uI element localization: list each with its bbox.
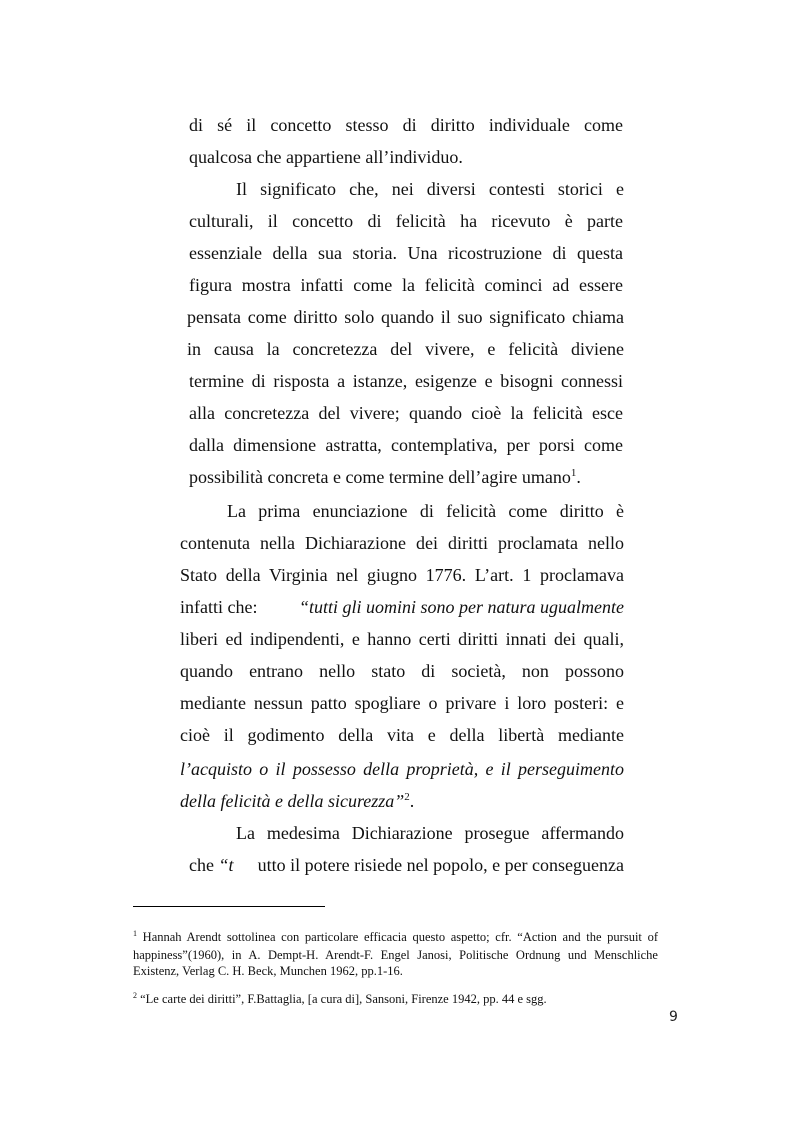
body-line: liberi ed indipendenti, e hanno certi diritti innati dei quali, (180, 629, 624, 649)
footnote-1: $^1$ Hannah Arendt sottolinea con particolare efficacia questo aspetto; cfr. “Action and the pursuit of happiness”(1960), in A. Dempt-H. Arendt-F. Engel Janosi, Politische Ordnung und Menschliche Existenz, Verlag C. H. Beck, Munchen 1962, pp.1-16. (133, 929, 658, 978)
footnote-ref-2: 2 (404, 791, 410, 803)
footnote-number: 2 (133, 991, 137, 1000)
body-line: culturali, il concetto di felicità ha ricevuto è parte (189, 211, 623, 231)
quote-text: “tutti gli uomini sono per natura ugualmente (298, 597, 624, 617)
body-line: contenuta nella Dichiarazione dei diritti proclamata nello (180, 533, 624, 553)
body-line: essenziale della sua storia. Una ricostruzione di questa (189, 243, 623, 263)
body-line: che “t utto il potere risiede nel popolo, e per conseguenza (189, 855, 624, 875)
body-line: alla concretezza del vivere; quando cioè la felicità esce (189, 403, 623, 423)
body-line: La prima enunciazione di felicità come diritto è (227, 501, 624, 521)
body-line: infatti che: “tutti gli uomini sono per natura ugualmente (180, 597, 624, 617)
body-line: termine di risposta a istanze, esigenze e bisogni connessi (189, 371, 623, 391)
body-line: della felicità e della sicurezza”$^2$. (180, 791, 415, 811)
body-line: in causa la concretezza del vivere, e felicità diviene (187, 339, 624, 359)
body-line: l’acquisto o il possesso della proprietà, e il perseguimento (180, 759, 624, 779)
body-line: Stato della Virginia nel giugno 1776. L’art. 1 proclamava (180, 565, 624, 585)
page-number: 9 (669, 1009, 678, 1025)
body-line: La medesima Dichiarazione prosegue affermando (236, 823, 624, 843)
body-line: possibilità concreta e come termine dell’agire umano$^1$. (189, 467, 581, 487)
footnote-ref-1: 1 (570, 467, 577, 479)
footnote-2: $^2$ “Le carte dei diritti”, F.Battaglia, [a cura di], Sansoni, Firenze 1942, pp. 44 e sgg. (133, 991, 547, 1006)
body-line: figura mostra infatti come la felicità cominci ad essere (189, 275, 623, 295)
body-line: dalla dimensione astratta, contemplativa, per porsi come (189, 435, 623, 455)
body-line: di sé il concetto stesso di diritto individuale come (189, 115, 623, 135)
body-line: quando entrano nello stato di società, non possono (180, 661, 624, 681)
body-line: Il significato che, nei diversi contesti storici e (236, 179, 624, 199)
footnote-separator (133, 906, 325, 907)
body-line: pensata come diritto solo quando il suo significato chiama (187, 307, 624, 327)
body-line: cioè il godimento della vita e della libertà mediante (180, 725, 624, 745)
body-line: qualcosa che appartiene all’individuo. (189, 147, 463, 167)
body-line: mediante nessun patto spogliare o privare i loro posteri: e (180, 693, 624, 713)
footnote-number: 1 (133, 929, 137, 938)
